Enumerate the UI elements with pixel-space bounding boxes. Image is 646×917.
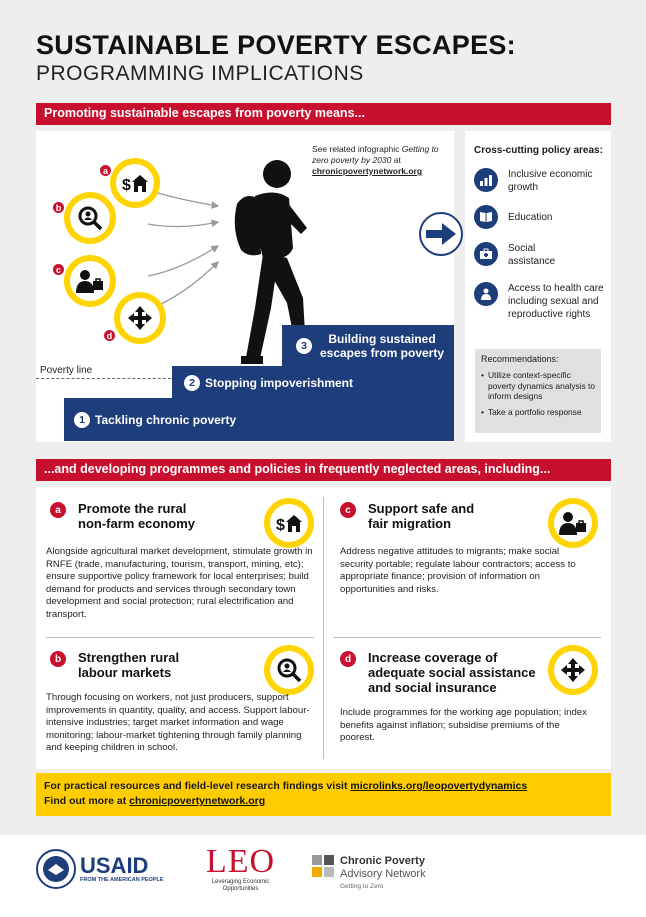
house-money-icon [275, 512, 303, 534]
recommendation-item-2: • Take a portfolio response [481, 406, 582, 417]
section-d-icon [548, 645, 598, 695]
icon-d-social-insurance [114, 292, 166, 344]
horizontal-divider-right [333, 637, 601, 638]
usaid-seal-icon [36, 849, 76, 889]
logo-footer [0, 835, 646, 917]
section-c-icon [548, 498, 598, 548]
svg-text:$: $ [122, 177, 131, 194]
cc-label-health: Access to health care including sexual and reproductive rights [508, 283, 604, 320]
vertical-divider [323, 497, 324, 759]
section-a-letter: a [50, 502, 66, 518]
cc-item-growth [474, 168, 608, 194]
section-d-title: Increase coverage of adequate social assistance and social insurance [368, 650, 536, 695]
growth-icon [474, 168, 498, 192]
section-b-header [50, 650, 198, 680]
leo-logo [206, 845, 275, 893]
cc-item-social-assistance [474, 242, 558, 268]
magnifier-person-icon [276, 657, 302, 683]
house-money-icon [121, 172, 149, 194]
step-1-number: 1 [74, 412, 90, 428]
step-1-label: Tackling chronic poverty [95, 412, 237, 427]
leo-tagline-1: Leveraging Economic [211, 879, 270, 885]
infographic-link[interactable]: chronicpovertynetwork.org [312, 166, 423, 176]
horizontal-divider-left [46, 637, 314, 638]
icon-a-house-money [110, 158, 160, 208]
section-b-icon [264, 645, 314, 695]
recommendations-heading: Recommendations: [481, 354, 559, 364]
resources-text-1: For practical resources and field-level research findings visit [44, 780, 348, 792]
step-2 [172, 366, 454, 399]
leo-tagline-2: Opportunities [222, 886, 259, 892]
resources-bar [36, 773, 611, 816]
cpan-squares-icon [312, 855, 334, 877]
icon-letter-d: d [102, 328, 117, 343]
poverty-line [36, 378, 176, 379]
cross-cutting-heading: Cross-cutting policy areas: [474, 145, 603, 156]
four-arrows-icon [560, 657, 586, 683]
health-icon [474, 282, 498, 306]
usaid-tagline: FROM THE AMERICAN PEOPLE [80, 877, 164, 883]
section-b-letter: b [50, 651, 66, 667]
section-b-body: Through focusing on workers, not just producers, support improvements in quantity, quality, and access. Support labour-intensive industries; target market information and wage monitoring; labour-market tightening through family planning and keeping children in school. [46, 692, 310, 753]
note-italic: Getting to zero poverty by 2030 [312, 144, 439, 165]
recommendations-box [475, 349, 601, 433]
icon-letter-b: b [51, 200, 66, 215]
section-c-letter: c [340, 502, 356, 518]
resources-text-2: Find out more at [44, 795, 127, 807]
page-subtitle: PROGRAMMING IMPLICATIONS [36, 62, 364, 85]
icon-b-worker-search [64, 192, 116, 244]
step-3-number: 3 [296, 338, 312, 354]
cc-item-health [474, 282, 604, 321]
book-icon [474, 205, 498, 229]
svg-text:$: $ [276, 517, 285, 534]
section-d-body: Include programmes for the working age population; index benefits against inflation; subsidise premiums of the poorest. [340, 707, 587, 743]
icon-c-migration [64, 255, 116, 307]
arrow-right-icon [419, 212, 463, 256]
bottom-banner: ...and developing programmes and policies in frequently neglected areas, including... [36, 459, 611, 481]
section-a-icon [264, 498, 314, 548]
cc-item-education [474, 205, 552, 229]
step-3-label: Building sustained escapes from poverty [319, 332, 445, 360]
section-c-title: Support safe and fair migration [368, 501, 475, 531]
recommendation-text-2: Take a portfolio response [487, 406, 582, 417]
resources-line-1 [44, 779, 603, 794]
cpan-logo [312, 855, 426, 890]
section-c-body: Address negative attitudes to migrants; make social security portable; regulate labour contractors; access to appropriate finance; provision of information on opportunities and risks. [340, 546, 576, 595]
cpan-link[interactable]: chronicpovertynetwork.org [129, 795, 266, 807]
section-b-title: Strengthen rural labour markets [78, 650, 180, 680]
section-d-letter: d [340, 651, 356, 667]
four-arrows-icon [127, 305, 153, 331]
microlinks-link[interactable]: microlinks.org/leopovertydynamics [350, 780, 528, 792]
recommendation-item-1: • Utilize context-specific poverty dynamics analysis to inform designs [481, 370, 595, 401]
icon-letter-c: c [51, 262, 66, 277]
recommendation-text-1: Utilize context-specific poverty dynamics analysis to inform designs [487, 370, 595, 401]
usaid-name: USAID [80, 853, 149, 878]
usaid-logo [36, 849, 164, 889]
magnifier-person-icon [77, 205, 103, 231]
migrant-briefcase-icon [76, 269, 104, 293]
poverty-line-label: Poverty line [40, 365, 93, 376]
icon-letter-a: a [98, 163, 113, 178]
step-2-number: 2 [184, 375, 200, 391]
step-1 [64, 398, 454, 441]
cpan-name-2: Advisory Network [340, 868, 426, 880]
cc-label-social-assistance: Social assistance [508, 243, 556, 267]
section-a-title: Promote the rural non-farm economy [78, 501, 196, 531]
section-c-header [340, 501, 488, 531]
top-banner: Promoting sustainable escapes from poverty means... [36, 103, 611, 125]
resources-line-2 [44, 794, 603, 809]
note-text: See related infographic [312, 144, 400, 154]
step-2-label: Stopping impoverishment [205, 375, 354, 390]
section-a-body: Alongside agricultural market development, stimulate growth in RNFE (trade, manufacturing, tourism, transport, mining, etc); ensure supportive policy framework for local enterprises; build demand for products and services through secondary town development and social protection; rural electrification and transport. [46, 546, 313, 620]
cpan-name-1: Chronic Poverty [340, 855, 425, 867]
cc-label-growth: Inclusive economic growth [508, 169, 593, 193]
infographic-note [312, 144, 448, 177]
note-text-2: at [393, 155, 401, 165]
section-a-header [50, 501, 218, 531]
section-d-header [340, 650, 548, 695]
cc-label-education: Education [508, 212, 553, 223]
migrant-briefcase-icon [559, 511, 587, 535]
page-title: SUSTAINABLE POVERTY ESCAPES: [36, 30, 516, 60]
social-assistance-icon [474, 242, 498, 266]
leo-name: LEO [206, 843, 276, 880]
cpan-tagline: Getting to Zero [340, 883, 384, 890]
step-3 [282, 325, 454, 367]
